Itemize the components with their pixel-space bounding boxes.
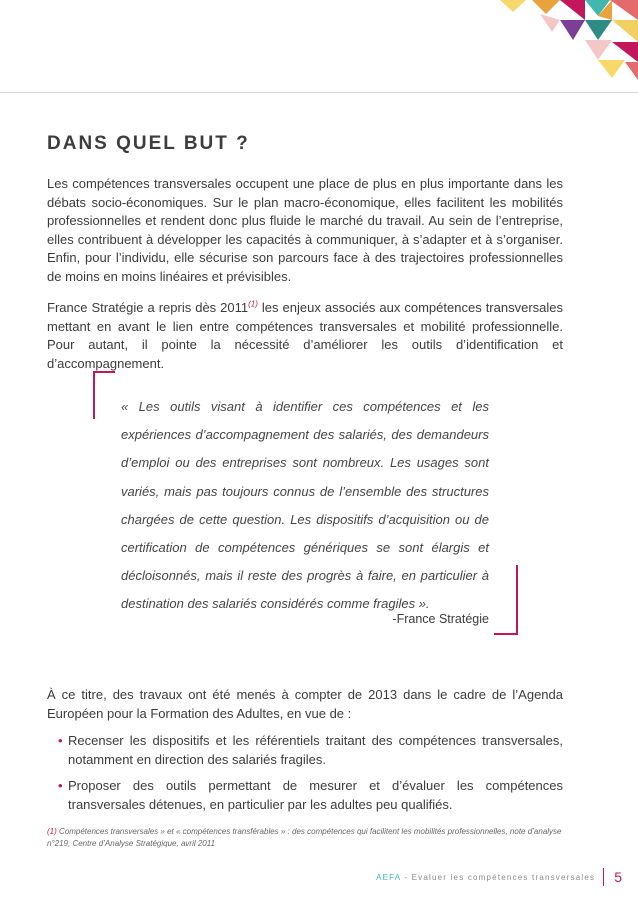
quote-bracket-top-line (93, 371, 115, 373)
quote-bracket-bottom-line (494, 633, 518, 635)
top-divider (0, 92, 638, 93)
quote-bracket-bottom (516, 565, 518, 635)
pull-quote: « Les outils visant à identifier ces compétences et les expériences d’accompagnement des salariés, des demandeurs d’emploi ou des entreprises sont nombreux. Les usages sont variés, mais pas toujours connus de l’ensemble des structures chargées de cette question. Les dispositifs d’acquisition ou de certification de compétences génériques se sont élargis et décloisonnés, mais il reste des progrès à faire, en particulier à destination des salariés considérés comme fragiles ». (121, 399, 489, 612)
objectives-list (58, 732, 563, 822)
footer-brand: AEFA (376, 872, 401, 882)
paragraph-text-start: France Stratégie a repris dès 2011 (47, 300, 249, 315)
list-item (58, 777, 563, 814)
bullet-icon: • (58, 733, 63, 748)
section-heading: DANS QUEL BUT ? (47, 133, 250, 154)
list-item-text: Recenser les dispositifs et les référentiels traitant des compétences transversales, notamment en direction des salariés fragiles. (68, 733, 563, 767)
footnote-text: Compétences transversales » et « compétences transférables » : des compétences qui facilitent les mobilités professionnelles, note d’analyse n°219, Centre d’Analyse Stratégique, avril 2011 (47, 827, 562, 848)
list-item (58, 732, 563, 769)
decorative-triangle-pattern (0, 0, 638, 90)
bullet-icon: • (58, 778, 63, 793)
paragraph-france-strategie (47, 299, 563, 373)
list-item-text: Proposer des outils permettant de mesurer et d’évaluer les compétences transversales détenues, en particulier par les adultes peu qualifiés. (68, 778, 563, 812)
footer-document-title: Evaluer les compétences transversales (411, 872, 596, 882)
quote-source: -France Stratégie (392, 612, 489, 626)
footnote-reference[interactable]: (1) (248, 299, 258, 309)
footer-divider (603, 868, 604, 886)
footer-separator: - (400, 872, 412, 882)
paragraph-intro: Les compétences transversales occupent une place de plus en plus importante dans les débats socio-économiques. Sur le plan macro-économique, elles facilitent les mobilités professionnelles et rendent donc plus fluide le marché du travail. Au sein de l’entreprise, elles contribuent à développer les capacités à communiquer, à s’adapter et à s’organiser. Enfin, pour l’individu, elle sécurise son parcours face à des trajectoires professionnelles de moins en moins linéaires et prévisibles. (47, 176, 563, 284)
footnote (47, 826, 567, 850)
quote-bracket-top (93, 371, 95, 419)
page-footer (376, 868, 622, 886)
paragraph-agenda: À ce titre, des travaux ont été menés à compter de 2013 dans le cadre de l’Agenda Européen pour la Formation des Adultes, en vue de : (47, 687, 563, 721)
footer-title (376, 873, 595, 882)
paragraph-text-end: les enjeux associés aux compétences transversales mettant en avant le lien entre compétences transversales et mobilité professionnelle. Pour autant, il pointe la nécessité d’améliorer les outils d’identification et d’accompagnement. (47, 300, 564, 371)
footnote-number: (1) (47, 827, 57, 836)
page-number: 5 (614, 869, 622, 885)
